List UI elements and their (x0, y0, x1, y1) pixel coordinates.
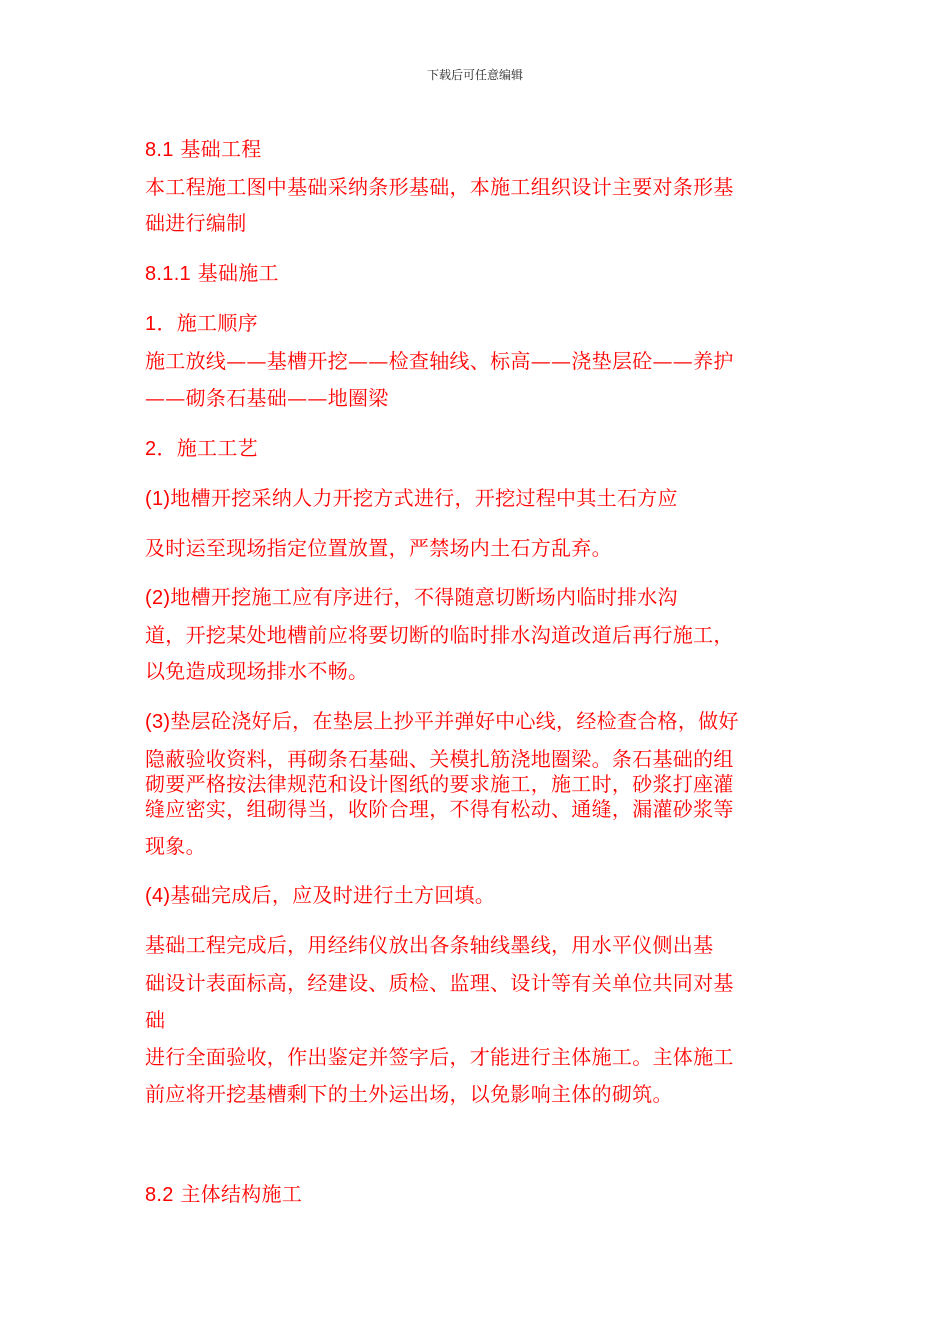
body-line: 隐蔽验收资料，再砌条石基础、关模扎筋浇地圈梁。条石基础的组 (145, 747, 734, 771)
item-number: (3) (145, 711, 171, 733)
heading-number: 8.2 (145, 1184, 174, 1206)
item-text: 基础完成后，应及时进行土方回填。 (170, 883, 496, 907)
body-line: 进行全面验收，作出鉴定并签字后，才能进行主体施工。主体施工 (145, 1045, 734, 1069)
body-line: 现象。 (145, 834, 206, 858)
numbered-item (145, 883, 495, 908)
body-line: 础进行编制 (145, 211, 247, 235)
list-heading (145, 311, 258, 336)
numbered-item (145, 585, 678, 610)
numbered-item (145, 709, 739, 734)
body-line: 以免造成现场排水不畅。 (145, 659, 369, 683)
item-text: 地槽开挖施工应有序进行，不得随意切断场内临时排水沟 (170, 585, 678, 609)
list-heading-text: ．施工工艺 (156, 436, 258, 460)
heading-number: 8.1 (145, 139, 174, 161)
section-heading (145, 137, 262, 162)
heading-text: 基础工程 (173, 137, 262, 161)
body-line: 及时运至现场指定位置放置，严禁场内土石方乱弃。 (145, 536, 612, 560)
list-number: 2 (145, 438, 157, 460)
numbered-item (145, 486, 678, 511)
heading-text: 基础施工 (190, 261, 279, 285)
body-line: 施工放线——基槽开挖——检查轴线、标高——浇垫层砼——养护 (145, 349, 734, 373)
body-line: 前应将开挖基槽剩下的土外运出场，以免影响主体的砌筑。 (145, 1082, 673, 1106)
item-text: 垫层砼浇好后，在垫层上抄平并弹好中心线，经检查合格，做好 (170, 709, 739, 733)
body-line: ——砌条石基础——地圈梁 (145, 386, 389, 410)
body-line: 础 (145, 1008, 166, 1032)
item-text: 地槽开挖采纳人力开挖方式进行，开挖过程中其土石方应 (170, 486, 678, 510)
heading-number: 8.1.1 (145, 263, 191, 285)
page-header: 下载后可任意编辑 (426, 68, 523, 82)
body-line: 缝应密实，组砌得当，收阶合理，不得有松动、通缝，漏灌砂浆等 (145, 797, 734, 821)
body-line: 础设计表面标高，经建设、质检、监理、设计等有关单位共同对基 (145, 971, 734, 995)
item-number: (1) (145, 488, 171, 510)
heading-text: 主体结构施工 (173, 1182, 303, 1206)
item-number: (4) (145, 885, 171, 907)
list-heading (145, 436, 258, 461)
body-line: 基础工程完成后，用经纬仪放出各条轴线墨线，用水平仪侧出基 (145, 933, 714, 957)
subsection-heading (145, 261, 279, 286)
item-number: (2) (145, 587, 171, 609)
section-heading (145, 1182, 302, 1207)
body-line: 本工程施工图中基础采纳条形基础，本施工组织设计主要对条形基 (145, 175, 734, 199)
body-line: 砌要严格按法律规范和设计图纸的要求施工，施工时，砂浆打座灌 (145, 772, 734, 796)
list-heading-text: ．施工顺序 (156, 311, 258, 335)
body-line: 道，开挖某处地槽前应将要切断的临时排水沟道改道后再行施工， (145, 623, 734, 647)
list-number: 1 (145, 313, 157, 335)
